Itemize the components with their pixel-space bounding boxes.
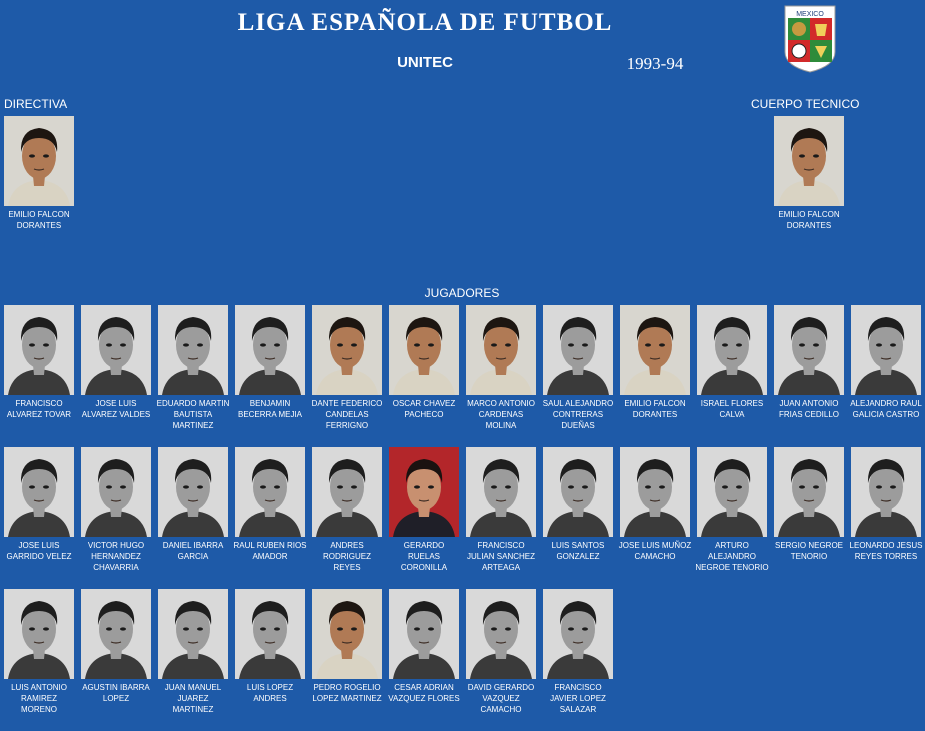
player-card xyxy=(310,589,384,704)
portrait-photo xyxy=(851,305,921,395)
portrait-photo xyxy=(543,589,613,679)
player-name: PEDRO ROGELIO LOPEZ MARTINEZ xyxy=(312,683,382,703)
portrait-photo xyxy=(620,447,690,537)
player-card xyxy=(464,447,538,573)
portrait-photo xyxy=(774,447,844,537)
person-name: EMILIO FALCON DORANTES xyxy=(778,210,840,230)
portrait-photo xyxy=(4,305,74,395)
portrait-photo xyxy=(235,589,305,679)
portrait-photo xyxy=(389,589,459,679)
player-name: ISRAEL FLORES CALVA xyxy=(700,399,764,419)
player-name: SAUL ALEJANDRO CONTRERAS DUEÑAS xyxy=(542,399,614,430)
player-name: MARCO ANTONIO CARDENAS MOLINA xyxy=(467,399,535,430)
portrait-photo xyxy=(81,305,151,395)
portrait-photo xyxy=(312,305,382,395)
player-name: JOSE LUIS ALVAREZ VALDES xyxy=(81,399,151,419)
portrait-photo xyxy=(389,447,459,537)
directiva-label: DIRECTIVA xyxy=(4,97,68,111)
player-card xyxy=(618,447,692,562)
player-card xyxy=(2,447,76,562)
player-card xyxy=(849,305,923,420)
portrait-photo xyxy=(4,116,74,206)
jugadores-label: JUGADORES xyxy=(424,286,500,300)
player-card xyxy=(464,589,538,715)
portrait-photo xyxy=(158,447,228,537)
portrait-photo xyxy=(4,447,74,537)
portrait-photo xyxy=(312,589,382,679)
portrait-photo xyxy=(389,305,459,395)
player-card xyxy=(849,447,923,562)
player-card xyxy=(310,305,384,431)
player-card xyxy=(541,447,615,562)
player-card xyxy=(772,447,846,562)
player-name: JUAN MANUEL JUAREZ MARTINEZ xyxy=(164,683,222,714)
player-name: CESAR ADRIAN VAZQUEZ FLORES xyxy=(388,683,460,703)
player-name: SERGIO NEGROE TENORIO xyxy=(774,541,843,561)
crest-text: MEXICO xyxy=(796,11,824,18)
player-card xyxy=(695,305,769,420)
player-name: EDUARDO MARTIN BAUTISTA MARTINEZ xyxy=(156,399,230,430)
portrait-photo xyxy=(620,305,690,395)
player-card xyxy=(387,589,461,704)
player-name: JOSE LUIS MUÑOZ CAMACHO xyxy=(618,541,692,561)
player-name: LUIS SANTOS GONZALEZ xyxy=(551,541,605,561)
player-card xyxy=(156,589,230,715)
season: 1993-94 xyxy=(626,54,684,73)
portrait-photo xyxy=(543,447,613,537)
player-name: FRANCISCO JULIAN SANCHEZ ARTEAGA xyxy=(466,541,535,572)
player-name: OSCAR CHAVEZ PACHECO xyxy=(392,399,456,419)
portrait-photo xyxy=(4,589,74,679)
player-card xyxy=(233,305,307,420)
player-name: RAUL RUBEN RIOS AMADOR xyxy=(233,541,307,561)
portrait-photo xyxy=(235,305,305,395)
portrait-photo xyxy=(312,447,382,537)
portrait-photo xyxy=(158,589,228,679)
player-name: ARTURO ALEJANDRO NEGROE TENORIO xyxy=(695,541,769,572)
portrait-photo xyxy=(466,589,536,679)
portrait-photo xyxy=(81,447,151,537)
player-card xyxy=(156,305,230,431)
cuerpo-tecnico-card xyxy=(772,116,846,231)
cuerpo-tecnico-label: CUERPO TECNICO xyxy=(751,97,860,111)
league-title: LIGA ESPAÑOLA DE FUTBOL xyxy=(237,9,613,36)
person-name: EMILIO FALCON DORANTES xyxy=(8,210,70,230)
player-card xyxy=(79,305,153,420)
player-card xyxy=(310,447,384,573)
portrait-photo xyxy=(81,589,151,679)
mexico-crest-logo xyxy=(783,4,837,74)
player-card xyxy=(387,447,461,573)
player-name: VICTOR HUGO HERNANDEZ CHAVARRIA xyxy=(87,541,145,572)
player-card xyxy=(233,589,307,704)
portrait-photo xyxy=(774,305,844,395)
player-name: ALEJANDRO RAUL GALICIA CASTRO xyxy=(850,399,922,419)
player-name: LEONARDO JESUS REYES TORRES xyxy=(849,541,923,561)
portrait-photo xyxy=(235,447,305,537)
player-name: EMILIO FALCON DORANTES xyxy=(624,399,686,419)
player-name: AGUSTIN IBARRA LOPEZ xyxy=(82,683,150,703)
portrait-photo xyxy=(466,447,536,537)
player-card xyxy=(233,447,307,562)
player-card xyxy=(695,447,769,573)
player-card xyxy=(464,305,538,431)
player-card xyxy=(618,305,692,420)
player-card xyxy=(541,305,615,431)
player-card xyxy=(79,589,153,704)
directiva-card xyxy=(2,116,76,231)
player-card xyxy=(387,305,461,420)
portrait-photo xyxy=(697,447,767,537)
portrait-photo xyxy=(466,305,536,395)
portrait-photo xyxy=(851,447,921,537)
player-card xyxy=(156,447,230,562)
portrait-photo xyxy=(697,305,767,395)
player-name: LUIS LOPEZ ANDRES xyxy=(246,683,294,703)
player-name: ANDRES RODRIGUEZ REYES xyxy=(323,541,371,572)
player-name: DANIEL IBARRA GARCIA xyxy=(162,541,224,561)
team-name: UNITEC xyxy=(397,54,453,71)
player-card xyxy=(2,305,76,420)
player-name: JUAN ANTONIO FRIAS CEDILLO xyxy=(778,399,839,419)
player-name: DAVID GERARDO VAZQUEZ CAMACHO xyxy=(467,683,535,714)
player-card xyxy=(541,589,615,715)
player-name: FRANCISCO JAVIER LOPEZ SALAZAR xyxy=(550,683,606,714)
portrait-photo xyxy=(158,305,228,395)
player-name: BENJAMIN BECERRA MEJIA xyxy=(237,399,302,419)
player-card xyxy=(772,305,846,420)
player-card xyxy=(2,589,76,715)
player-name: GERARDO RUELAS CORONILLA xyxy=(400,541,448,572)
player-card xyxy=(79,447,153,573)
player-name: DANTE FEDERICO CANDELAS FERRIGNO xyxy=(311,399,383,430)
player-name: LUIS ANTONIO RAMIREZ MORENO xyxy=(11,683,67,714)
player-name: FRANCISCO ALVAREZ TOVAR xyxy=(6,399,72,419)
player-name: JOSE LUIS GARRIDO VELEZ xyxy=(6,541,72,561)
portrait-photo xyxy=(543,305,613,395)
portrait-photo xyxy=(774,116,844,206)
